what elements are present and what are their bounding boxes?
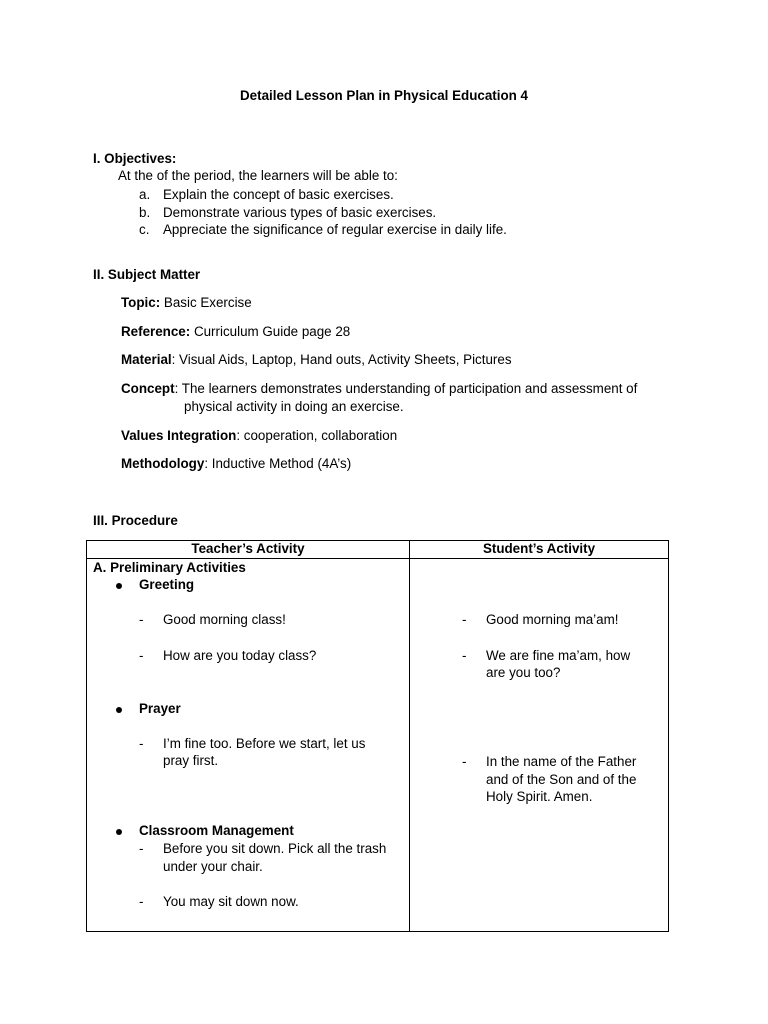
student-fine-line2: are you too?	[486, 665, 561, 680]
concept-line	[121, 380, 637, 397]
topic-label: Topic:	[121, 295, 161, 310]
teacher-activity-header: Teacher’s Activity	[87, 541, 410, 559]
reference-value: Curriculum Guide page 28	[190, 324, 351, 339]
student-good-morning: Good morning ma’am!	[486, 612, 619, 627]
dash-marker: -	[139, 841, 144, 856]
values-integration-value: : cooperation, collaboration	[236, 428, 398, 443]
teacher-trash-line2: under your chair.	[163, 859, 263, 874]
teacher-trash-line1: Before you sit down. Pick all the trash	[163, 841, 387, 856]
prayer-heading: Prayer	[139, 701, 181, 716]
student-pray-line2: and of the Son and of the	[486, 772, 637, 787]
teacher-how-are-you: How are you today class?	[163, 648, 317, 663]
topic-line	[121, 294, 252, 311]
dash-marker: -	[462, 754, 467, 769]
subject-matter-heading: II. Subject Matter	[93, 267, 201, 282]
objective-marker-a: a.	[139, 187, 151, 202]
classroom-management-heading: Classroom Management	[139, 823, 294, 838]
dash-marker: -	[462, 612, 467, 627]
values-integration-line	[121, 427, 397, 444]
bullet-icon	[116, 583, 122, 589]
reference-label: Reference:	[121, 324, 191, 339]
methodology-line	[121, 455, 351, 472]
procedure-heading: III. Procedure	[93, 513, 178, 528]
reference-line	[121, 323, 350, 340]
material-line	[121, 351, 512, 368]
objectives-heading: I. Objectives:	[93, 151, 177, 166]
procedure-table-row	[87, 559, 669, 932]
document-title: Detailed Lesson Plan in Physical Education 4	[240, 88, 528, 103]
objective-item-c: Appreciate the significance of regular exercise in daily life.	[163, 222, 507, 237]
teacher-sit-down: You may sit down now.	[163, 894, 299, 909]
concept-label: Concept	[121, 381, 175, 396]
greeting-heading: Greeting	[139, 577, 195, 592]
dash-marker: -	[139, 612, 144, 627]
objectives-intro: At the of the period, the learners will be able to:	[118, 168, 398, 183]
methodology-value: : Inductive Method (4A’s)	[204, 456, 352, 471]
values-integration-label: Values Integration	[121, 428, 237, 443]
procedure-table-header-row	[87, 541, 669, 559]
material-label: Material	[121, 352, 172, 367]
student-fine-line1: We are fine ma’am, how	[486, 648, 631, 663]
dash-marker: -	[139, 736, 144, 751]
concept-value: : The learners demonstrates understanding of participation and assessment of	[174, 381, 638, 396]
objective-item-a: Explain the concept of basic exercises.	[163, 187, 394, 202]
preliminary-activities-heading: A. Preliminary Activities	[93, 560, 246, 575]
objective-marker-c: c.	[139, 222, 150, 237]
teacher-activity-cell	[87, 559, 410, 932]
objective-marker-b: b.	[139, 205, 151, 220]
student-pray-line1: In the name of the Father	[486, 754, 637, 769]
dash-marker: -	[139, 648, 144, 663]
concept-value-line2: physical activity in doing an exercise.	[184, 399, 404, 414]
bullet-icon	[116, 829, 122, 835]
teacher-pray-line2: pray first.	[163, 753, 219, 768]
dash-marker: -	[139, 894, 144, 909]
teacher-pray-line1: I’m fine too. Before we start, let us	[163, 736, 366, 751]
procedure-table	[86, 540, 669, 932]
topic-value: Basic Exercise	[160, 295, 252, 310]
dash-marker: -	[462, 648, 467, 663]
teacher-good-morning: Good morning class!	[163, 612, 286, 627]
material-value: : Visual Aids, Laptop, Hand outs, Activity Sheets, Pictures	[171, 352, 512, 367]
methodology-label: Methodology	[121, 456, 205, 471]
student-pray-line3: Holy Spirit. Amen.	[486, 789, 593, 804]
bullet-icon	[116, 707, 122, 713]
objective-item-b: Demonstrate various types of basic exercises.	[163, 205, 437, 220]
student-activity-header: Student’s Activity	[410, 541, 669, 559]
student-activity-cell	[410, 559, 669, 932]
